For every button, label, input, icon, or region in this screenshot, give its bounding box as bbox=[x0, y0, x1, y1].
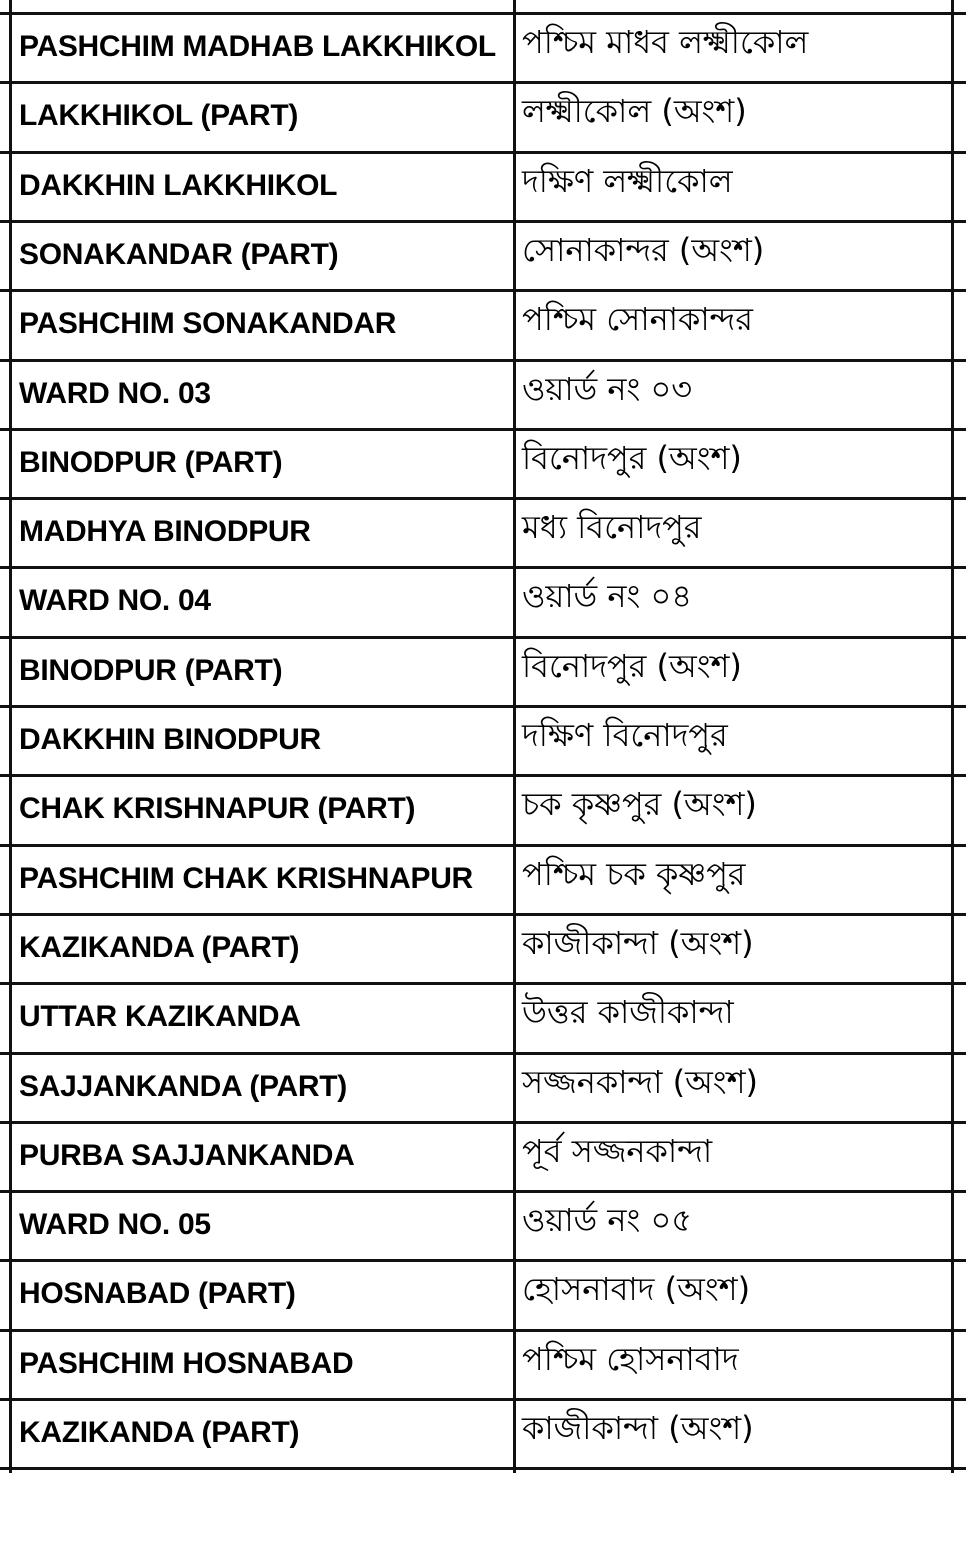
grid-line-horizontal bbox=[0, 359, 966, 362]
cell-bengali-name: বিনোদপুর (অংশ) bbox=[522, 646, 742, 685]
table-row bbox=[0, 774, 966, 843]
table-row bbox=[0, 220, 966, 289]
grid-line-horizontal bbox=[0, 289, 966, 292]
cell-english-name: PASHCHIM SONAKANDAR bbox=[19, 307, 397, 341]
cell-english-name: LAKKHIKOL (PART) bbox=[19, 99, 299, 133]
cell-english-name: PASHCHIM HOSNABAD bbox=[19, 1346, 354, 1380]
cell-bengali-name: ওয়ার্ড নং ০৫ bbox=[522, 1201, 693, 1240]
cell-bengali-name: কাজীকান্দা (অংশ) bbox=[522, 1409, 754, 1447]
cell-english-name: MADHYA BINODPUR bbox=[19, 515, 311, 549]
cell-bengali-name: সোনাকান্দর (অংশ) bbox=[522, 230, 765, 269]
cell-english-name: CHAK KRISHNAPUR (PART) bbox=[19, 792, 416, 826]
cell-bengali-name: কাজীকান্দা (অংশ) bbox=[522, 923, 754, 962]
table-row bbox=[0, 151, 966, 220]
grid-line-horizontal bbox=[0, 982, 966, 985]
cell-english-name: SONAKANDAR (PART) bbox=[19, 237, 339, 271]
cell-english-name: WARD NO. 04 bbox=[19, 584, 211, 618]
table-row bbox=[0, 428, 966, 497]
cell-bengali-name: পশ্চিম মাধব লক্ষ্মীকোল bbox=[522, 23, 809, 61]
table-row bbox=[0, 1398, 966, 1467]
cell-bengali-name: ওয়ার্ড নং ০৪ bbox=[522, 577, 693, 616]
grid-line-horizontal bbox=[0, 1259, 966, 1262]
cell-bengali-name: লক্ষ্মীকোল (অংশ) bbox=[522, 92, 747, 131]
grid-line-horizontal bbox=[0, 1121, 966, 1124]
table-row bbox=[0, 359, 966, 428]
table-row bbox=[0, 81, 966, 150]
cell-english-name: WARD NO. 03 bbox=[19, 376, 211, 410]
grid-line-horizontal bbox=[0, 1467, 966, 1470]
table-row bbox=[0, 12, 966, 81]
cell-english-name: PASHCHIM MADHAB LAKKHIKOL bbox=[19, 30, 496, 63]
table-row bbox=[0, 1052, 966, 1121]
cell-bengali-name: পশ্চিম চক কৃষ্ণপুর bbox=[522, 854, 746, 893]
table-row bbox=[0, 289, 966, 358]
cell-english-name: BINODPUR (PART) bbox=[19, 445, 283, 479]
grid-line-horizontal bbox=[0, 1329, 966, 1332]
table-row bbox=[0, 844, 966, 913]
cell-english-name: BINODPUR (PART) bbox=[19, 653, 283, 687]
cell-bengali-name: বিনোদপুর (অংশ) bbox=[522, 438, 742, 477]
grid-line-horizontal bbox=[0, 1398, 966, 1401]
cell-english-name: DAKKHIN LAKKHIKOL bbox=[19, 168, 338, 202]
grid-line-horizontal bbox=[0, 844, 966, 847]
grid-line-horizontal bbox=[0, 428, 966, 431]
grid-line-horizontal bbox=[0, 774, 966, 777]
grid-line-horizontal bbox=[0, 81, 966, 84]
grid-line-horizontal bbox=[0, 12, 966, 15]
table-row bbox=[0, 705, 966, 774]
table-row bbox=[0, 566, 966, 635]
cell-english-name: KAZIKANDA (PART) bbox=[19, 1416, 300, 1449]
cell-english-name: HOSNABAD (PART) bbox=[19, 1277, 296, 1311]
grid-line-horizontal bbox=[0, 913, 966, 916]
cell-english-name: DAKKHIN BINODPUR bbox=[19, 723, 321, 756]
cell-bengali-name: দক্ষিণ বিনোদপুর bbox=[522, 716, 728, 754]
cell-english-name: UTTAR KAZIKANDA bbox=[19, 1000, 301, 1034]
cell-english-name: KAZIKANDA (PART) bbox=[19, 930, 300, 964]
grid-line-horizontal bbox=[0, 497, 966, 500]
cell-bengali-name: ওয়ার্ড নং ০৩ bbox=[522, 369, 693, 408]
cell-bengali-name: পশ্চিম হোসনাবাদ bbox=[522, 1339, 739, 1378]
cell-bengali-name: পশ্চিম সোনাকান্দর bbox=[522, 300, 753, 339]
cell-bengali-name: মধ্য বিনোদপুর bbox=[522, 508, 702, 547]
table-row bbox=[0, 982, 966, 1051]
grid-line-horizontal bbox=[0, 151, 966, 154]
table-row bbox=[0, 1329, 966, 1398]
cell-bengali-name: হোসনাবাদ (অংশ) bbox=[522, 1270, 751, 1309]
grid-line-horizontal bbox=[0, 566, 966, 569]
cell-bengali-name: পূর্ব সজ্জনকান্দা bbox=[522, 1131, 713, 1170]
cell-english-name: SAJJANKANDA (PART) bbox=[19, 1069, 347, 1103]
grid-line-horizontal bbox=[0, 1190, 966, 1193]
table-row bbox=[0, 1121, 966, 1190]
grid-line-horizontal bbox=[0, 220, 966, 223]
cell-bengali-name: দক্ষিণ লক্ষ্মীকোল bbox=[522, 161, 733, 200]
table-row bbox=[0, 913, 966, 982]
grid-line-horizontal bbox=[0, 636, 966, 639]
cell-bengali-name: সজ্জনকান্দা (অংশ) bbox=[522, 1062, 759, 1101]
table-row bbox=[0, 1259, 966, 1328]
cell-english-name: WARD NO. 05 bbox=[19, 1208, 211, 1242]
table-row bbox=[0, 636, 966, 705]
cell-english-name: PURBA SAJJANKANDA bbox=[19, 1138, 355, 1172]
grid-line-horizontal bbox=[0, 1052, 966, 1055]
cell-bengali-name: উত্তর কাজীকান্দা bbox=[522, 993, 734, 1032]
cell-english-name: PASHCHIM CHAK KRISHNAPUR bbox=[19, 861, 473, 895]
table-row bbox=[0, 1190, 966, 1259]
table-row bbox=[0, 497, 966, 566]
grid-line-horizontal bbox=[0, 705, 966, 708]
cell-bengali-name: চক কৃষ্ণপুর (অংশ) bbox=[522, 785, 757, 824]
